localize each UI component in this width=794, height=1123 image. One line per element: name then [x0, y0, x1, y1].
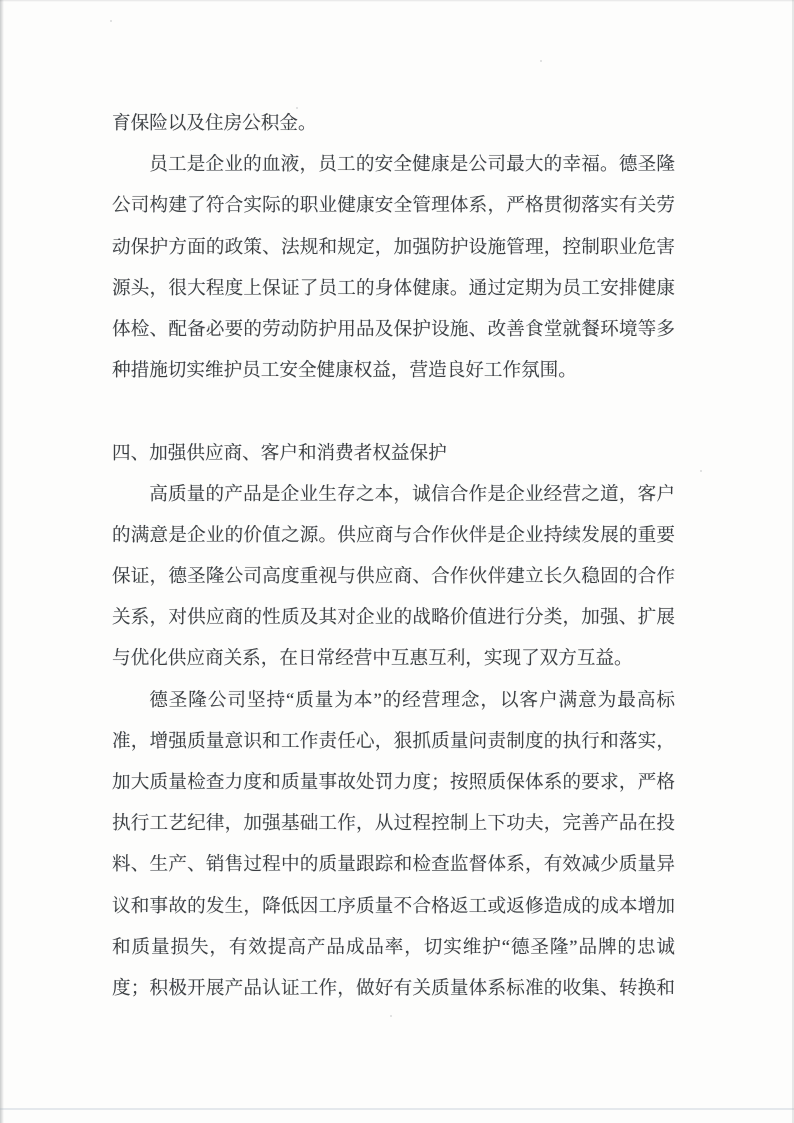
scan-edge-left — [0, 0, 4, 1123]
text-line: 源头，很大程度上保证了员工的身体健康。通过定期为员工安排健康 — [112, 277, 675, 299]
scan-speck — [110, 20, 112, 22]
scan-edge-top — [0, 0, 794, 2]
text-line: 加大质量检查力度和质量事故处罚力度；按照质保体系的要求，严格 — [112, 772, 675, 793]
text-line: 与优化供应商关系，在日常经营中互惠互利，实现了双方互益。 — [112, 648, 633, 670]
text-line: 员工是企业的血液，员工的安全健康是公司最大的幸福。德圣隆 — [149, 154, 675, 176]
section-heading: 四、加强供应商、客户和消费者权益保护 — [112, 442, 447, 464]
text-line: 种措施切实维护员工安全健康权益，营造良好工作氛围。 — [112, 360, 577, 382]
scan-speck — [390, 1015, 392, 1017]
text-line: 议和事故的发生，降低因工序质量不合格返工或返修造成的成本增加 — [112, 895, 675, 917]
text-line: 动保护方面的政策、法规和规定，加强防护设施管理，控制职业危害 — [112, 236, 675, 258]
scan-speck — [700, 470, 702, 472]
text-line: 和质量损失，有效提高产品成品率，切实维护“德圣隆”品牌的忠诚 — [112, 936, 675, 958]
text-line: 准，增强质量意识和工作责任心，狠抓质量问责制度的执行和落实， — [112, 730, 675, 752]
text-line: 德圣隆公司坚持“质量为本”的经营理念，以客户满意为最高标 — [149, 689, 675, 711]
blank-line — [112, 391, 675, 432]
text-line: 公司构建了符合实际的职业健康安全管理体系，严格贯彻落实有关劳 — [112, 195, 675, 217]
text-line: 体检、配备必要的劳动防护用品及保护设施、改善食堂就餐环境等多 — [112, 318, 675, 340]
scan-speck — [540, 60, 542, 62]
text-line: 保证，德圣隆公司高度重视与供应商、合作伙伴建立长久稳固的合作 — [112, 566, 675, 588]
text-line: 执行工艺纪律，加强基础工作，从过程控制上下功夫，完善产品在投 — [112, 813, 675, 835]
text-line: 料、生产、销售过程中的质量跟踪和检查监督体系，有效减少质量异 — [112, 854, 675, 876]
text-line: 高质量的产品是企业生存之本，诚信合作是企业经营之道，客户 — [149, 483, 675, 505]
scan-edge-bottom — [0, 1108, 794, 1110]
document-text — [112, 103, 675, 1009]
text-line: 的满意是企业的价值之源。供应商与合作伙伴是企业持续发展的重要 — [112, 524, 675, 546]
text-line: 育保险以及住房公积金。 — [112, 113, 317, 134]
text-line: 关系，对供应商的性质及其对企业的战略价值进行分类，加强、扩展 — [112, 607, 675, 629]
text-line: 度；积极开展产品认证工作，做好有关质量体系标准的收集、转换和 — [112, 977, 675, 999]
